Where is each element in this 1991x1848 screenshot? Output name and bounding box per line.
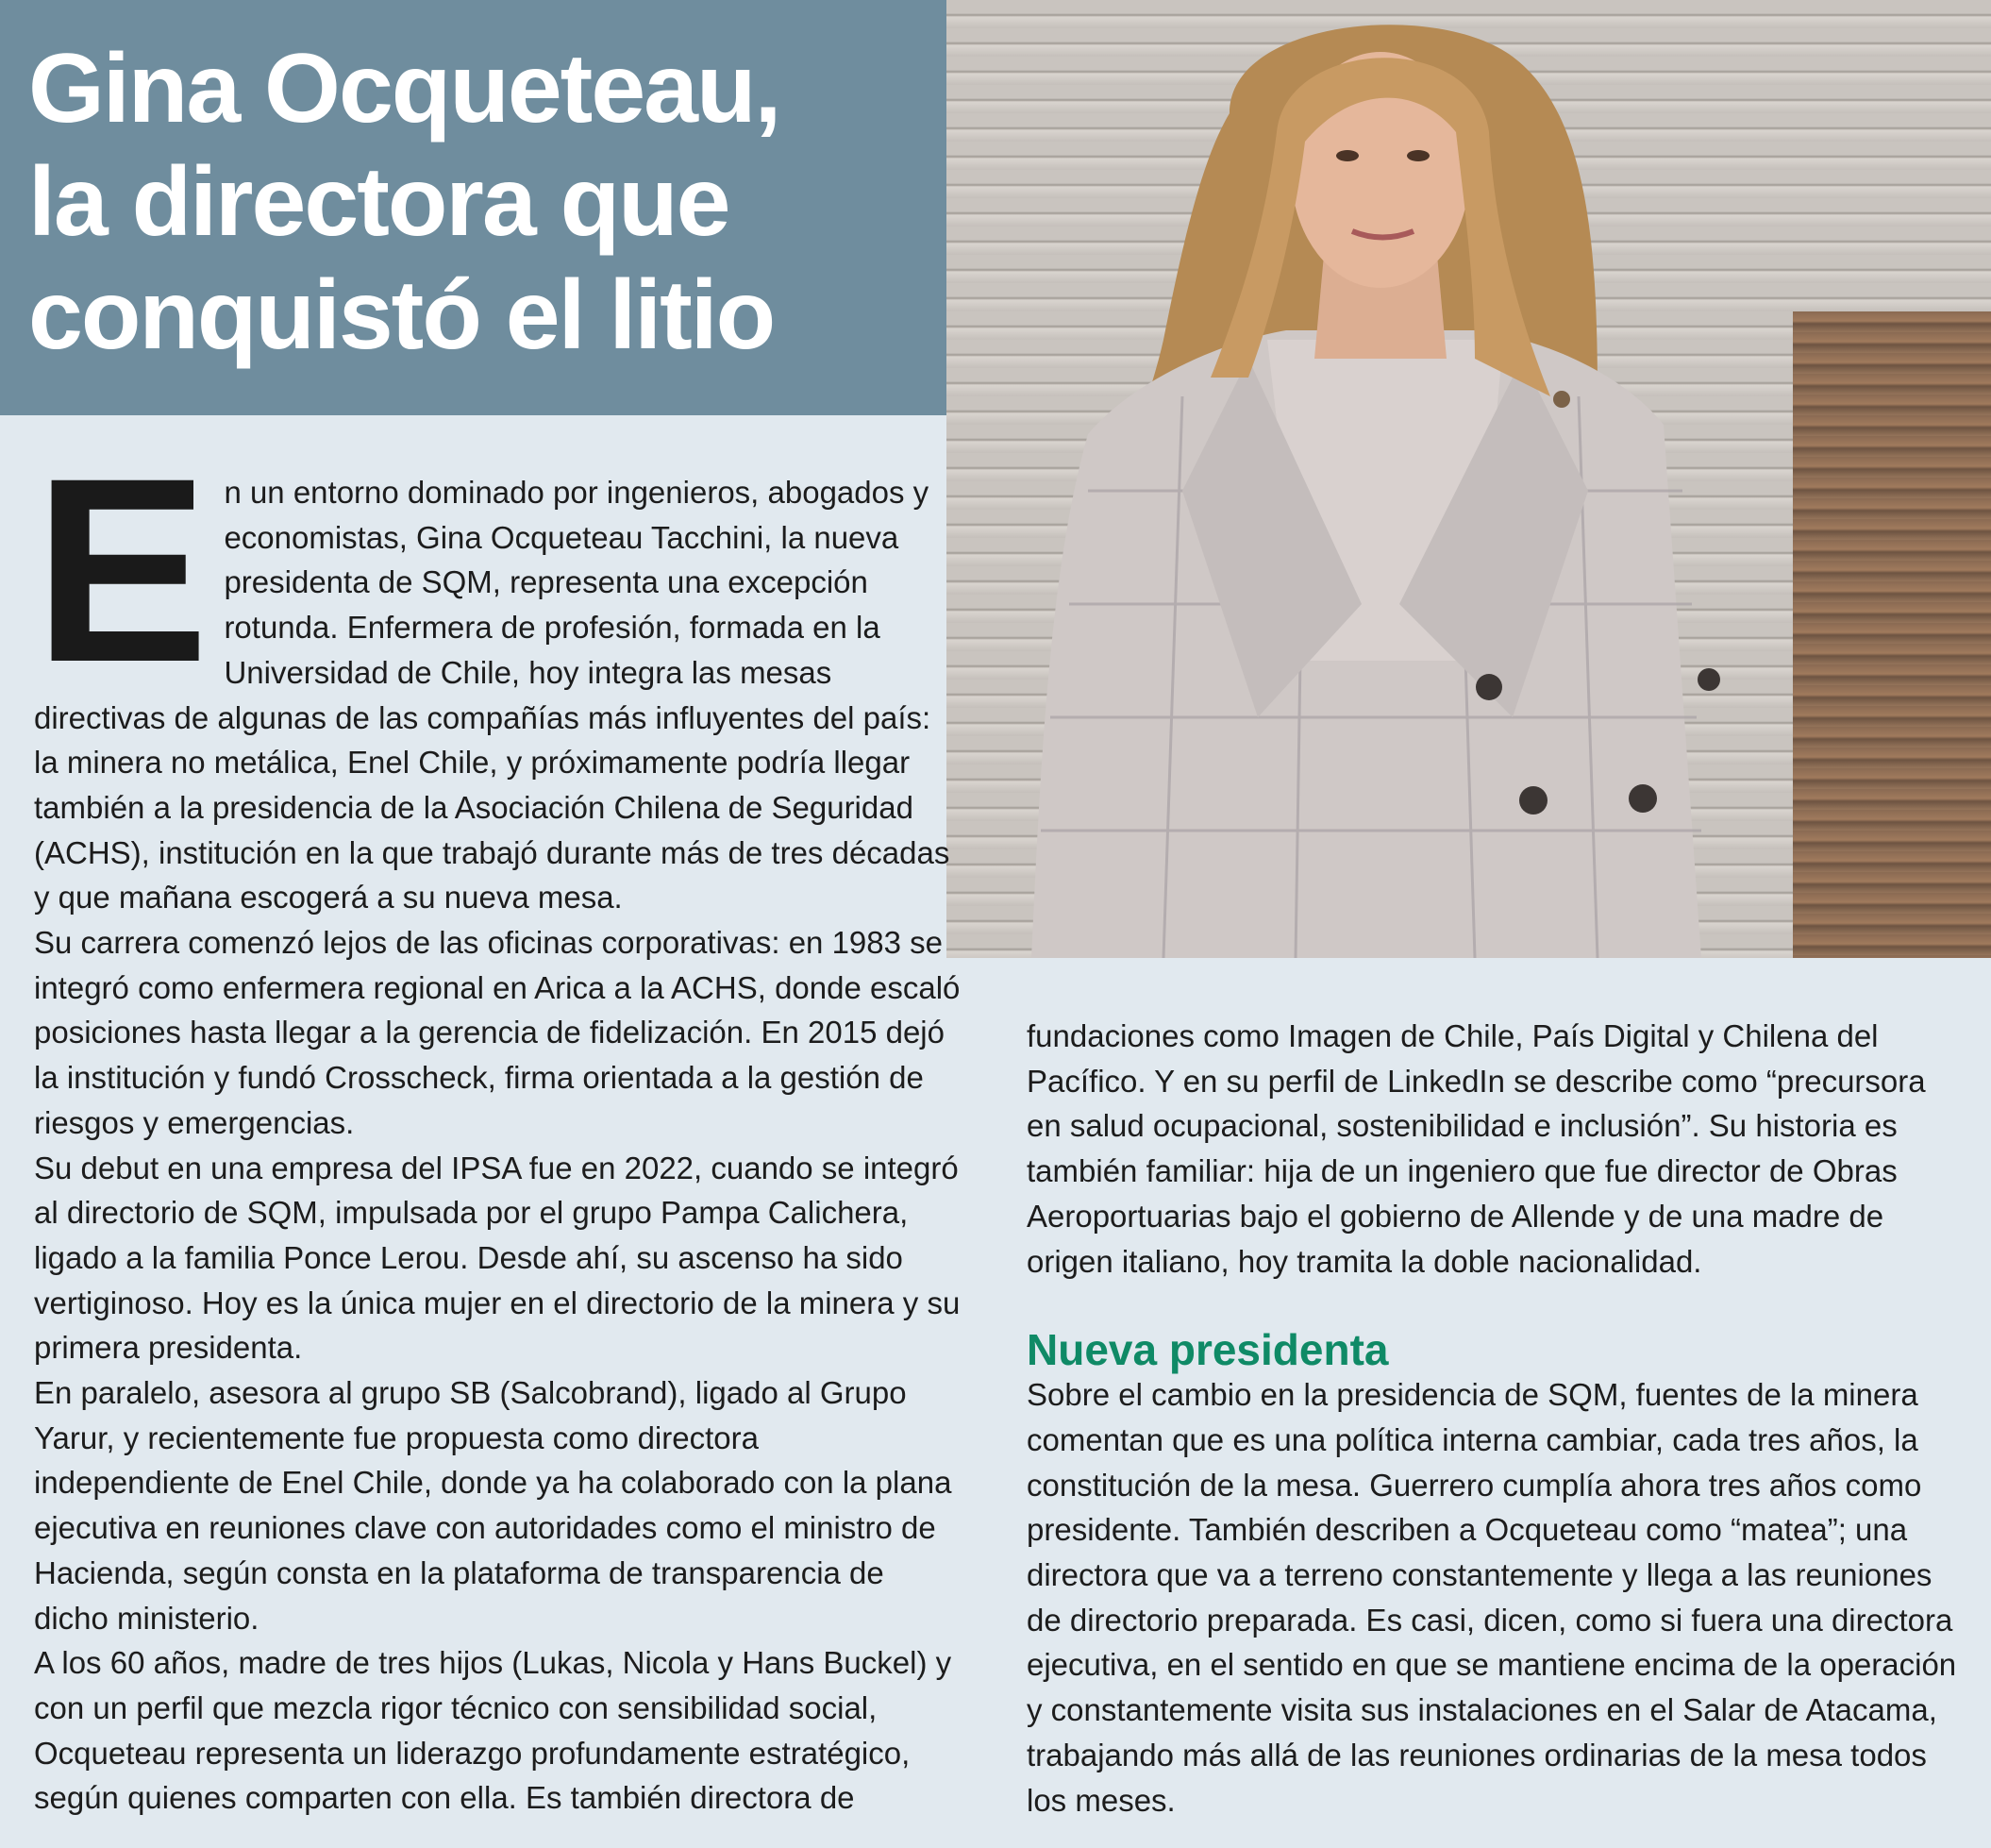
headline-line-2: la directora que [28, 147, 729, 257]
article-paragraph: Su debut en una empresa del IPSA fue en 2022, cuando se integró al directorio de SQM, impulsada por el grupo Pampa Calichera, ligado a la familia Ponce Lerou. Desde ahí, su ascenso ha sido vertiginoso. Hoy es la única mujer en el directorio de la minera y su primera presidenta. [34, 1150, 961, 1366]
article-paragraph: Su carrera comenzó lejos de las oficinas corporativas: en 1983 se integró como enfermera regional en Arica a la ACHS, donde escaló posiciones hasta llegar a la gerencia de fidelización. En 2015 dejó la institución y fundó Crosscheck, firma orientada a la gestión de riesgos y emergencias. [34, 925, 961, 1140]
headline-line-3: conquistó el litio [28, 260, 775, 370]
section-subheading: Nueva presidenta [1027, 1325, 1389, 1375]
drop-cap: E [34, 423, 209, 716]
paragraph-text: n un entorno dominado por ingenieros, abogados y economistas, Gina Ocqueteau Tacchini, la nueva presidenta de SQM, representa una excepción rotunda. Enfermera de profesión, formada en la Universidad de Chile, hoy integra las mesas directivas de algunas de las compañías más influyentes del país: la minera no metálica, Enel Chile, y próximamente podría llegar también a la presidencia de la Asociación Chilena de Seguridad (ACHS), institución en la que trabajó durante más de tres décadas y que mañana escogerá a su nueva mesa. [34, 475, 950, 916]
portrait-photo [946, 0, 1991, 958]
article-paragraph: Sobre el cambio en la presidencia de SQM, fuentes de la minera comentan que es una política interna cambiar, cada tres años, la constitución de la mesa. Guerrero cumplía ahora tres años como presidente. También describen a Ocqueteau como “matea”; una directora que va a terreno constantemente y llega a las reuniones de directorio preparada. Es casi, dicen, como si fuera una directora ejecutiva, en el sentido en que se mantiene encima de la operación y constantemente visita sus instalaciones en el Salar de Atacama, trabajando más allá de las reuniones ordinarias de la mesa todos los meses. [1027, 1377, 1957, 1818]
woman-illustration [946, 0, 1991, 958]
article-column-left [34, 423, 962, 1821]
article-paragraph: fundaciones como Imagen de Chile, País Digital y Chilena del Pacífico. Y en su perfil de LinkedIn se describe como “precursora en salud ocupacional, sostenibilidad e inclusión”. Su historia es también familiar: hija de un ingeniero que fue director de Obras Aeroportuarias bajo el gobierno de Allende y de una madre de origen italiano, hoy tramita la doble nacionalidad. [1027, 1018, 1926, 1279]
article-paragraph: En paralelo, asesora al grupo SB (Salcobrand), ligado al Grupo Yarur, y recientemente fue propuesta como directora independiente de Enel Chile, donde ya ha colaborado con la plana ejecutiva en reuniones clave con autoridades como el ministro de Hacienda, según consta en la plataforma de transparencia de dicho ministerio. [34, 1375, 952, 1636]
article-paragraph: A los 60 años, madre de tres hijos (Lukas, Nicola y Hans Buckel) y con un perfil que mezcla rigor técnico con sensibilidad social, Ocqueteau representa un liderazgo profundamente estratégico, según quienes comparten con ella. Es también directora de [34, 1645, 952, 1816]
headline-line-1: Gina Ocqueteau, [28, 34, 780, 143]
article-column-right [1027, 1014, 1961, 1823]
headline-box [0, 0, 946, 415]
headline [28, 32, 779, 372]
article-paragraph [34, 423, 962, 920]
